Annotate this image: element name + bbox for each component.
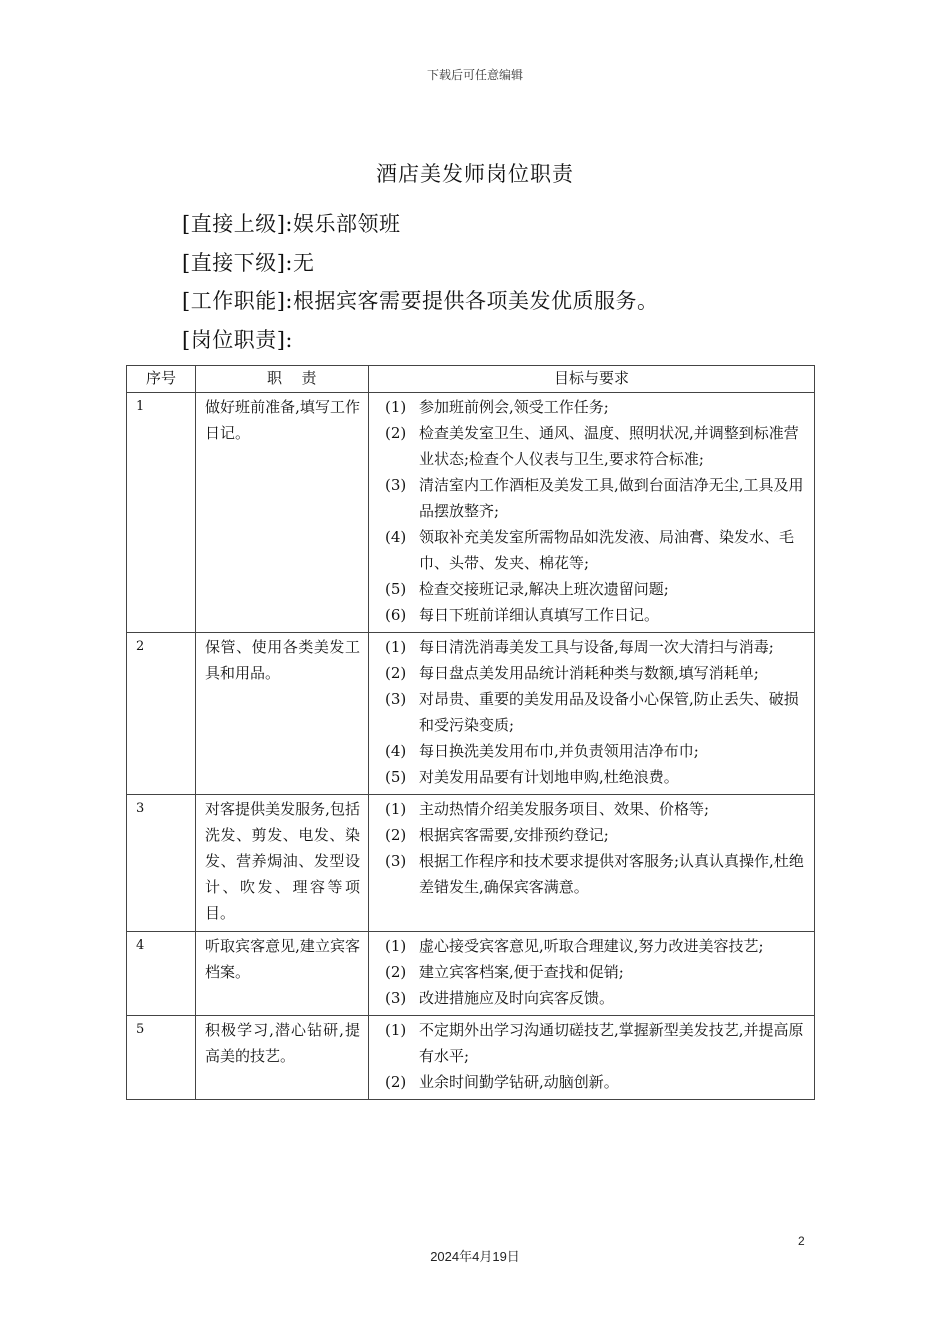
row-number: 3 xyxy=(127,795,196,932)
requirement-item xyxy=(379,420,806,472)
duty-cell: 听取宾客意见,建立宾客档案。 xyxy=(196,932,369,1016)
header-duty xyxy=(196,366,369,393)
requirement-number: (1) xyxy=(385,800,407,818)
requirement-text: 改进措施应及时向宾客反馈。 xyxy=(419,989,615,1007)
requirement-text: 根据工作程序和技术要求提供对客服务;认真认真操作,杜绝差错发生,确保宾客满意。 xyxy=(419,852,804,896)
requirements-cell xyxy=(369,932,815,1016)
header-note: 下载后可任意编辑 xyxy=(426,68,523,82)
header-duty-a: 职 xyxy=(266,369,282,387)
duty-cell: 对客提供美发服务,包括洗发、剪发、电发、染发、营养焗油、发型设计、吹发、理容等项目。 xyxy=(196,795,369,932)
requirement-item xyxy=(379,602,806,628)
row-number: 1 xyxy=(127,393,196,633)
requirement-number: (3) xyxy=(385,690,407,708)
requirements-cell xyxy=(369,633,815,795)
requirement-item xyxy=(379,1069,806,1095)
duties-table xyxy=(126,365,815,1100)
requirement-item xyxy=(379,472,806,524)
requirement-number: (5) xyxy=(385,768,407,786)
requirement-item xyxy=(379,686,806,738)
requirement-text: 每日换洗美发用布巾,并负责领用洁净布巾; xyxy=(419,742,699,760)
requirement-text: 建立宾客档案,便于查找和促销; xyxy=(419,963,624,981)
table-header-row xyxy=(127,366,815,393)
requirement-item xyxy=(379,822,806,848)
requirement-text: 领取补充美发室所需物品如洗发液、局油膏、染发水、毛巾、头带、发夹、棉花等; xyxy=(419,528,795,572)
requirement-item xyxy=(379,985,806,1011)
requirement-text: 检查美发室卫生、通风、温度、照明状况,并调整到标准营业状态;检查个人仪表与卫生,要求符合标准; xyxy=(419,424,799,468)
requirement-number: (4) xyxy=(385,742,407,760)
requirement-number: (5) xyxy=(385,580,407,598)
requirement-item xyxy=(379,738,806,764)
footer-date: 2024年4月19日 xyxy=(430,1249,520,1264)
requirement-number: (2) xyxy=(385,963,407,981)
duty-cell: 保管、使用各类美发工具和用品。 xyxy=(196,633,369,795)
requirement-item xyxy=(379,660,806,686)
requirement-text: 每日盘点美发用品统计消耗种类与数额,填写消耗单; xyxy=(419,664,759,682)
requirement-text: 业余时间勤学钻研,动脑创新。 xyxy=(419,1073,619,1091)
requirement-text: 虚心接受宾客意见,听取合理建议,努力改进美容技艺; xyxy=(419,937,764,955)
requirement-number: (3) xyxy=(385,852,407,870)
requirement-number: (1) xyxy=(385,1021,407,1039)
requirement-number: (1) xyxy=(385,398,407,416)
header-num: 序号 xyxy=(127,366,196,393)
header-duty-b: 责 xyxy=(301,369,317,387)
row-number: 5 xyxy=(127,1016,196,1100)
requirement-number: (1) xyxy=(385,638,407,656)
requirement-text: 清洁室内工作酒柜及美发工具,做到台面洁净无尘,工具及用品摆放整齐; xyxy=(419,476,804,520)
requirement-number: (2) xyxy=(385,826,407,844)
requirement-item xyxy=(379,959,806,985)
table-row xyxy=(127,932,815,1016)
page-title: 酒店美发师岗位职责 xyxy=(376,162,574,186)
requirement-number: (2) xyxy=(385,664,407,682)
requirement-item xyxy=(379,848,806,900)
requirements-cell xyxy=(369,393,815,633)
requirement-text: 对美发用品要有计划地申购,杜绝浪费。 xyxy=(419,768,679,786)
requirements-cell xyxy=(369,1016,815,1100)
page-number: 2 xyxy=(798,1234,805,1248)
requirement-item xyxy=(379,933,806,959)
table-row xyxy=(127,393,815,633)
direct-superior: [直接上级]:娱乐部领班 xyxy=(182,212,401,236)
header-reqs: 目标与要求 xyxy=(369,366,815,393)
requirement-text: 不定期外出学习沟通切磋技艺,掌握新型美发技艺,并提高原有水平; xyxy=(419,1021,804,1065)
requirement-number: (2) xyxy=(385,1073,407,1091)
table-row xyxy=(127,1016,815,1100)
duty-cell: 做好班前准备,填写工作日记。 xyxy=(196,393,369,633)
requirement-item xyxy=(379,796,806,822)
table-row xyxy=(127,633,815,795)
requirement-item xyxy=(379,394,806,420)
requirement-text: 参加班前例会,领受工作任务; xyxy=(419,398,609,416)
table-row xyxy=(127,795,815,932)
requirements-cell xyxy=(369,795,815,932)
requirement-number: (3) xyxy=(385,989,407,1007)
requirement-text: 根据宾客需要,安排预约登记; xyxy=(419,826,609,844)
requirement-text: 每日下班前详细认真填写工作日记。 xyxy=(419,606,660,624)
requirement-text: 每日清洗消毒美发工具与设备,每周一次大清扫与消毒; xyxy=(419,638,774,656)
row-number: 2 xyxy=(127,633,196,795)
requirement-text: 对昂贵、重要的美发用品及设备小心保管,防止丢失、破损和受污染变质; xyxy=(419,690,799,734)
duty-cell: 积极学习,潜心钻研,提高美的技艺。 xyxy=(196,1016,369,1100)
requirement-text: 主动热情介绍美发服务项目、效果、价格等; xyxy=(419,800,710,818)
row-number: 4 xyxy=(127,932,196,1016)
requirement-number: (2) xyxy=(385,424,407,442)
requirement-item xyxy=(379,634,806,660)
requirement-text: 检查交接班记录,解决上班次遗留问题; xyxy=(419,580,669,598)
duties-heading: [岗位职责]: xyxy=(182,328,293,352)
requirement-number: (6) xyxy=(385,606,407,624)
requirement-number: (4) xyxy=(385,528,407,546)
requirement-item xyxy=(379,1017,806,1069)
requirement-item xyxy=(379,524,806,576)
requirement-number: (3) xyxy=(385,476,407,494)
requirement-number: (1) xyxy=(385,937,407,955)
requirement-item xyxy=(379,764,806,790)
direct-subordinate: [直接下级]:无 xyxy=(182,251,315,275)
work-function: [工作职能]:根据宾客需要提供各项美发优质服务。 xyxy=(182,289,659,313)
requirement-item xyxy=(379,576,806,602)
